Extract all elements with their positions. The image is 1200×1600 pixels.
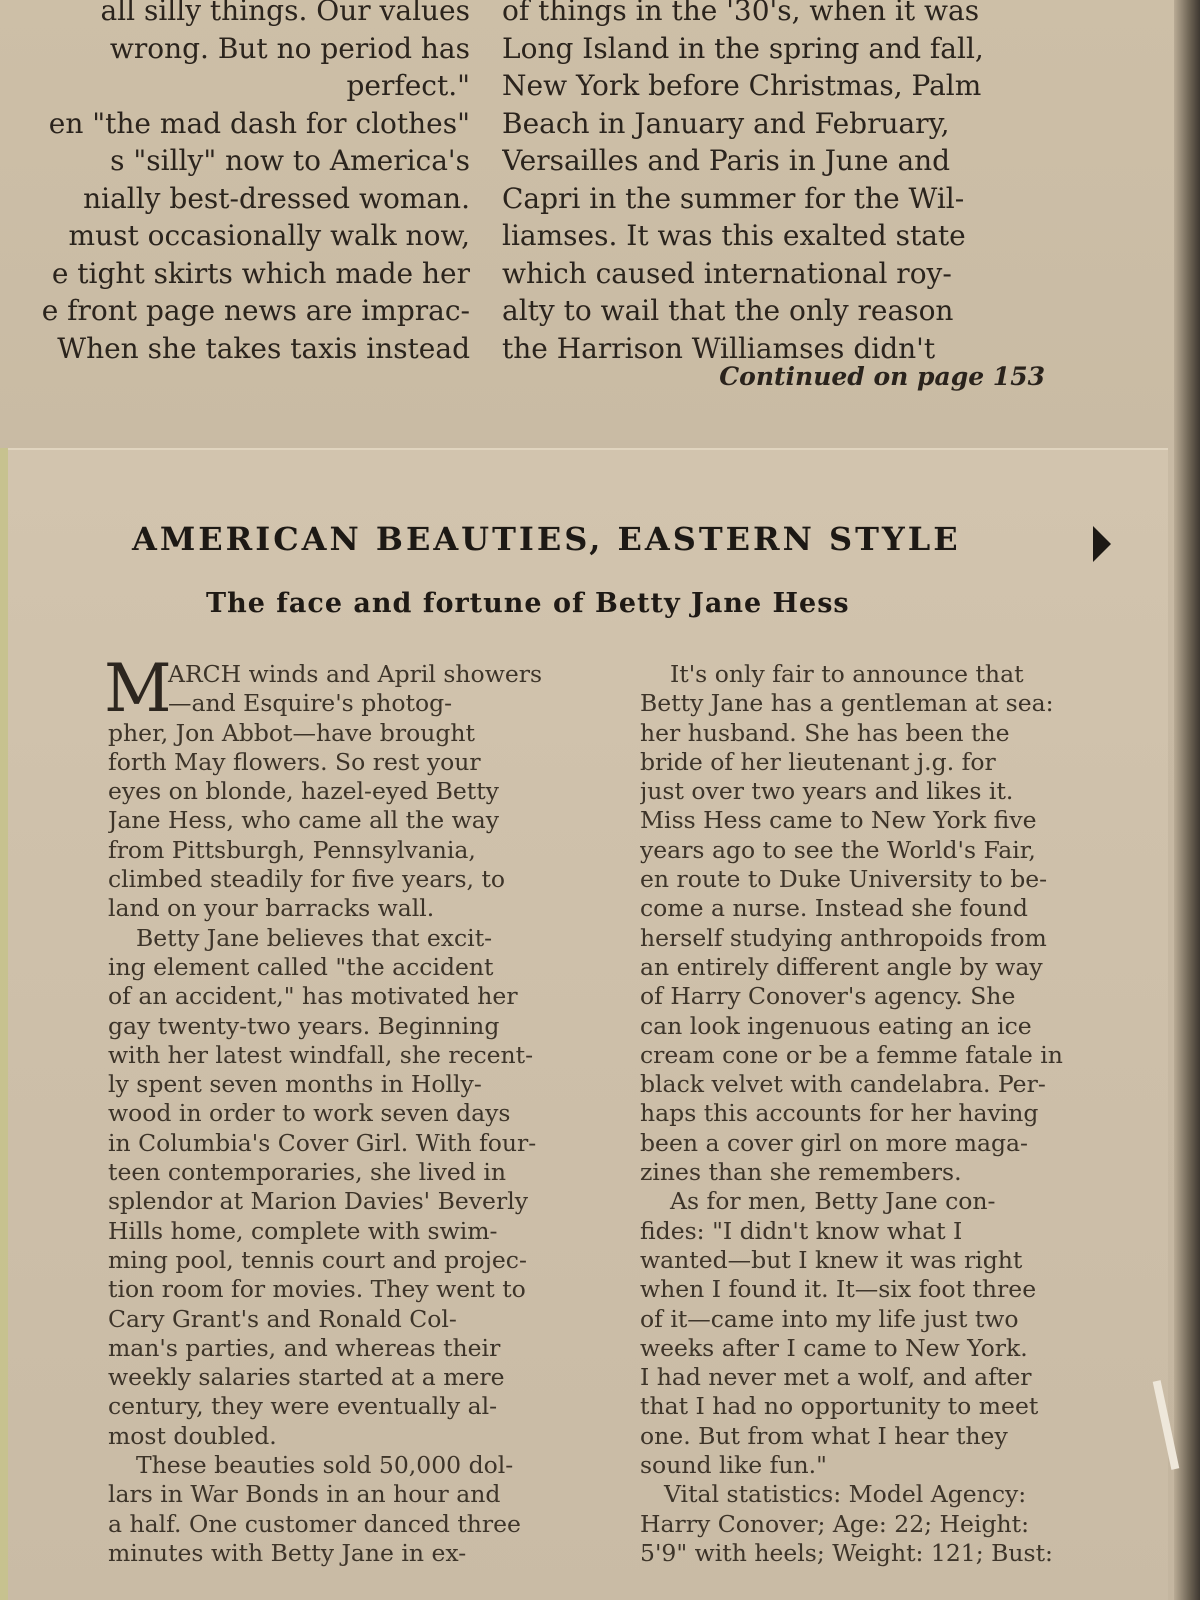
text-line: when I found it. It—six foot three	[640, 1275, 1037, 1304]
text-line: wanted—but I knew it was right	[640, 1245, 1023, 1274]
text-line: Beach in January and February,	[502, 106, 950, 140]
previous-article-right-column	[502, 0, 1042, 367]
text-line: Capri in the summer for the Wil-	[502, 181, 965, 215]
text-line: which caused international roy-	[502, 256, 952, 290]
text-line: ARCH winds and April showers	[168, 660, 543, 688]
text-line: weekly salaries started at a mere	[108, 1363, 505, 1392]
text-line: weeks after I came to New York.	[640, 1333, 1028, 1362]
text-line: all silly things. Our values	[100, 0, 470, 27]
text-line: come a nurse. Instead she found	[640, 894, 1028, 923]
text-line: land on your barracks wall.	[108, 894, 435, 923]
text-line: ly spent seven months in Holly-	[108, 1070, 482, 1099]
text-line: Cary Grant's and Ronald Col-	[108, 1304, 457, 1333]
text-line: Betty Jane has a gentleman at sea:	[640, 689, 1054, 718]
text-line: perfect."	[346, 69, 470, 102]
text-line: been a cover girl on more maga-	[640, 1128, 1029, 1157]
text-line: haps this accounts for her having	[640, 1099, 1039, 1128]
text-line: one. But from what I hear they	[640, 1421, 1008, 1450]
text-line: herself studying anthropoids from	[640, 923, 1047, 952]
drop-cap: M	[104, 650, 172, 727]
text-line: e front page news are imprac-	[41, 294, 470, 327]
text-line: 5'9" with heels; Weight: 121; Bust:	[640, 1538, 1053, 1567]
article-right-column	[640, 660, 1120, 1568]
text-line: ming pool, tennis court and projec-	[108, 1245, 527, 1274]
text-line: Hills home, complete with swim-	[108, 1216, 498, 1245]
article-subhead: The face and fortune of Betty Jane Hess	[206, 588, 850, 619]
text-line: of Harry Conover's agency. She	[640, 982, 1016, 1011]
text-line: New York before Christmas, Palm	[502, 69, 982, 102]
text-line: ing element called "the accident	[108, 952, 494, 981]
page-binding-edge	[1174, 0, 1200, 1600]
text-line: man's parties, and whereas their	[108, 1333, 501, 1362]
text-line: century, they were eventually al-	[108, 1392, 498, 1421]
text-line: wrong. But no period has	[109, 31, 470, 65]
text-line: pher, Jon Abbot—have brought	[108, 718, 475, 747]
text-line: I had never met a wolf, and after	[640, 1363, 1032, 1392]
text-line: of an accident," has motivated her	[108, 982, 518, 1011]
text-line: a half. One customer danced three	[108, 1509, 521, 1538]
text-line: tion room for movies. They went to	[108, 1275, 526, 1304]
text-line: teen contemporaries, she lived in	[108, 1158, 506, 1187]
text-line: can look ingenuous eating an ice	[640, 1011, 1032, 1040]
text-line: with her latest windfall, she recent-	[108, 1040, 534, 1069]
text-line: Harry Conover; Age: 22; Height:	[640, 1509, 1029, 1538]
text-line: her husband. She has been the	[640, 718, 1010, 747]
text-line: As for men, Betty Jane con-	[670, 1187, 996, 1216]
text-line: years ago to see the World's Fair,	[640, 835, 1036, 864]
text-line: forth May flowers. So rest your	[108, 747, 481, 776]
previous-article-fragment	[0, 0, 1192, 440]
text-line: Betty Jane believes that excit-	[136, 923, 493, 952]
text-line: climbed steadily for five years, to	[108, 865, 506, 894]
text-line: liamses. It was this exalted state	[502, 219, 966, 252]
text-line: from Pittsburgh, Pennsylvania,	[108, 835, 476, 864]
text-line: bride of her lieutenant j.g. for	[640, 747, 996, 776]
text-line: It's only fair to announce that	[670, 660, 1024, 688]
text-line: e tight skirts which made her	[51, 256, 470, 290]
text-line: eyes on blonde, hazel-eyed Betty	[108, 777, 499, 806]
text-line: zines than she remembers.	[640, 1158, 962, 1187]
article-headline: AMERICAN BEAUTIES, EASTERN STYLE	[132, 520, 961, 558]
text-line: splendor at Marion Davies' Beverly	[108, 1187, 528, 1216]
text-line: Vital statistics: Model Agency:	[664, 1480, 1027, 1509]
text-line: just over two years and likes it.	[640, 777, 1014, 806]
text-line: Long Island in the spring and fall,	[502, 31, 984, 65]
text-line: the Harrison Williamses didn't	[502, 331, 936, 365]
text-line: in Columbia's Cover Girl. With four-	[108, 1128, 537, 1157]
text-line: lars in War Bonds in an hour and	[108, 1480, 501, 1509]
article-left-column	[108, 660, 598, 1568]
text-line: en "the mad dash for clothes"	[48, 106, 470, 140]
arrow-right-icon	[1093, 526, 1111, 562]
text-line: most doubled.	[108, 1421, 277, 1450]
text-line: Versailles and Paris in June and	[502, 144, 951, 177]
text-line: must occasionally walk now,	[68, 219, 470, 252]
text-line: These beauties sold 50,000 dol-	[136, 1451, 514, 1480]
previous-article-left-column	[0, 0, 470, 367]
text-line: —and Esquire's photog-	[168, 689, 453, 718]
text-line: an entirely different angle by way	[640, 952, 1043, 981]
text-line: gay twenty-two years. Beginning	[108, 1011, 500, 1040]
text-line: wood in order to work seven days	[108, 1099, 511, 1128]
text-line: minutes with Betty Jane in ex-	[108, 1538, 467, 1567]
text-line: sound like fun."	[640, 1451, 827, 1480]
text-line: Jane Hess, who came all the way	[108, 806, 499, 835]
text-line: nially best-dressed woman.	[83, 181, 470, 215]
text-line: cream cone or be a femme fatale in	[640, 1040, 1063, 1069]
continued-note: Continued on page 153	[719, 362, 1045, 391]
text-line: of things in the '30's, when it was	[502, 0, 980, 27]
text-line: of it—came into my life just two	[640, 1304, 1019, 1333]
text-line: fides: "I didn't know what I	[640, 1216, 963, 1245]
text-line: alty to wail that the only reason	[502, 294, 954, 327]
text-line: When she takes taxis instead	[57, 331, 470, 365]
text-line: that I had no opportunity to meet	[640, 1392, 1039, 1421]
text-line: en route to Duke University to be-	[640, 865, 1048, 894]
text-line: s "silly" now to America's	[110, 144, 470, 177]
text-line: black velvet with candelabra. Per-	[640, 1070, 1046, 1099]
text-line: Miss Hess came to New York five	[640, 806, 1037, 835]
